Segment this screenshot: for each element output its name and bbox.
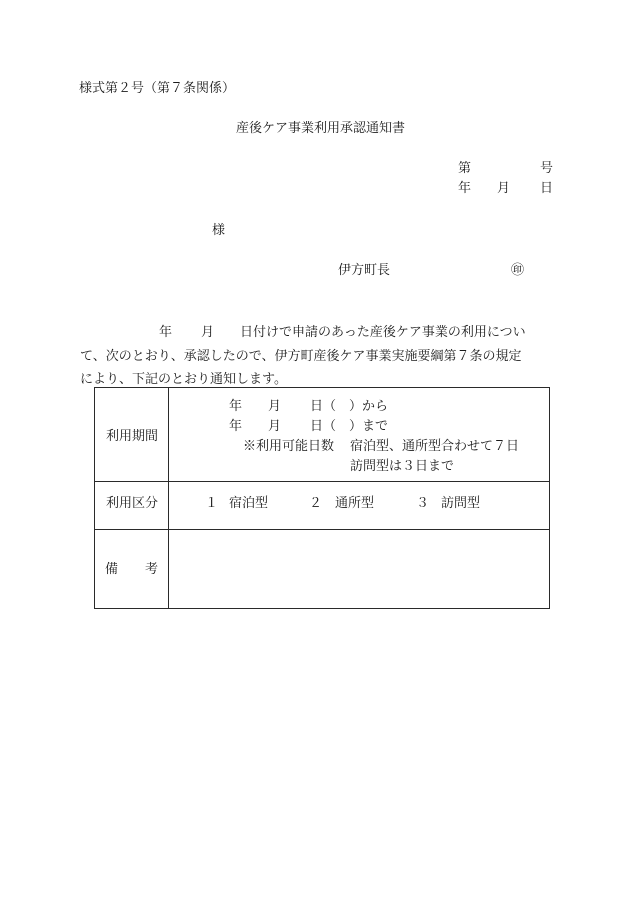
notice-table — [94, 387, 550, 609]
period-to-day: 日（ ）まで — [310, 419, 389, 434]
usage-category-row — [95, 482, 550, 530]
body-line-2: て、次のとおり、承認したので、伊方町産後ケア事業実施要綱第７条の規定 — [80, 349, 522, 364]
category-1-number: １ — [205, 496, 219, 511]
remarks-label-2: 考 — [145, 562, 159, 577]
category-2-number: ２ — [309, 496, 323, 511]
usage-period-row — [95, 388, 550, 482]
category-2-name: 通所型 — [335, 496, 375, 511]
issue-date-month: 月 — [497, 181, 511, 196]
document-number-suffix: 号 — [540, 161, 554, 176]
period-to-month: 月 — [268, 419, 282, 434]
category-3-number: ３ — [416, 496, 430, 511]
remarks-row — [95, 530, 550, 609]
form-number-label: 様式第２号（第７条関係） — [79, 81, 236, 96]
available-days-stay: 宿泊型、通所型合わせて７日 — [350, 439, 520, 454]
remarks-cell[interactable] — [169, 530, 550, 609]
body-text-1: 日付けで申請のあった産後ケア事業の利用につい — [240, 325, 526, 340]
remarks-label-1: 備 — [105, 562, 119, 577]
category-1-name: 宿泊型 — [229, 496, 269, 511]
period-from-day: 日（ ）から — [310, 399, 389, 414]
available-days-visit: 訪問型は３日まで — [350, 459, 455, 474]
body-year: 年 — [159, 325, 173, 340]
issue-date-day: 日 — [540, 181, 554, 196]
usage-period-header — [95, 388, 169, 482]
remarks-header — [95, 530, 169, 609]
period-from-month: 月 — [268, 399, 282, 414]
usage-category-label: 利用区分 — [106, 496, 159, 511]
usage-category-cell — [169, 482, 550, 530]
document-title: 産後ケア事業利用承認通知書 — [236, 121, 406, 136]
body-line-1 — [159, 326, 526, 339]
document-number-label: 第 — [458, 161, 472, 176]
category-3-name: 訪問型 — [441, 496, 481, 511]
usage-period-label: 利用期間 — [106, 429, 159, 444]
seal-mark: ㊞ — [511, 263, 525, 278]
usage-category-header — [95, 482, 169, 530]
period-to-year: 年 — [229, 419, 243, 434]
usage-period-cell — [169, 388, 550, 482]
recipient-honorific: 様 — [212, 223, 226, 238]
body-line-3: により、下記のとおり通知します。 — [80, 372, 287, 387]
period-from-year: 年 — [229, 399, 243, 414]
available-days-label: ※利用可能日数 — [243, 439, 335, 454]
body-month: 月 — [201, 325, 215, 340]
issue-date-year: 年 — [458, 181, 472, 196]
issuer-title: 伊方町長 — [338, 263, 391, 278]
